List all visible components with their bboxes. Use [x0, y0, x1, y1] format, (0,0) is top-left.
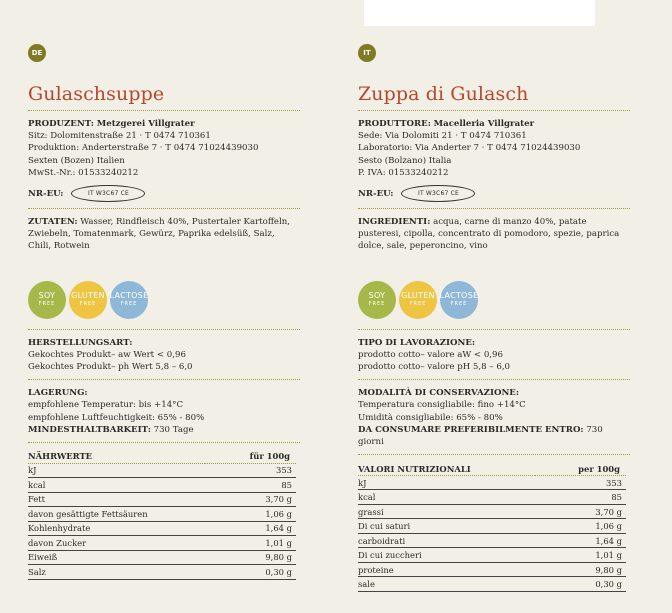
icon-word: LACTOSE: [439, 290, 479, 300]
address-line: MwSt.-Nr.: 01533240212: [28, 167, 139, 178]
nutrient-value: 1,06 g: [205, 507, 296, 522]
processing-label: HERSTELLUNGSART:: [28, 337, 133, 348]
address-line: Sexten (Bozen) Italien: [28, 155, 125, 166]
nutrient-value: 0,30 g: [535, 577, 626, 592]
processing-de: [28, 337, 300, 374]
processing-line: Gekochtes Produkt– aw Wert < 0,96: [28, 349, 186, 360]
nutrient-name: davon Zucker: [28, 536, 205, 551]
storage-de: [28, 387, 300, 436]
label-column-de: [28, 44, 300, 580]
producer-line: [358, 118, 630, 130]
address-line: Sitz: Dolomitenstraße 21 · T 0474 710361: [28, 131, 211, 142]
ingredients-it: [358, 216, 630, 253]
nutrient-name: Kohlenhydrate: [28, 521, 205, 536]
producer-line: [28, 118, 300, 130]
divider: [358, 379, 630, 380]
address-line: Produktion: Anderterstraße 7 · T 0474 71024439030: [28, 143, 259, 154]
divider: [28, 329, 300, 330]
icon-word: SOY: [368, 290, 386, 300]
ingredients-text: acqua, carne di manzo 40%, patate pusteresi, cipolla, concentrato di pomodoro, spezie, paprica dolce, sale, peperoncino, vino: [358, 217, 620, 252]
table-row: [358, 490, 626, 505]
nutrient-value: 85: [535, 490, 626, 505]
table-row: [28, 463, 296, 478]
ingredients-label: ZUTATEN:: [28, 217, 78, 228]
divider: [28, 379, 300, 380]
table-row: [28, 521, 296, 536]
storage-line: Temperatura consigliabile: fino +14°C: [358, 400, 526, 411]
allergen-icons-de: [28, 281, 300, 321]
divider: [28, 208, 300, 209]
divider: [358, 208, 630, 209]
nutrient-name: kcal: [358, 490, 535, 505]
nutrient-value: 1,06 g: [535, 519, 626, 534]
table-row: [28, 565, 296, 580]
processing-line: prodotto cotto– valore aW < 0,96: [358, 349, 503, 360]
icon-sub: FREE: [450, 300, 468, 307]
divider: [28, 110, 300, 111]
nutrient-value: 1,01 g: [205, 536, 296, 551]
nutrient-value: 1,64 g: [205, 521, 296, 536]
divider: [358, 110, 630, 111]
nutrient-name: Eiweiß: [28, 550, 205, 565]
table-row: [28, 478, 296, 493]
nutrient-name: grassi: [358, 504, 535, 519]
address-line: Laboratorio: Via Anderter 7 · T 0474 71024439030: [358, 143, 581, 154]
soy-free-icon: [358, 281, 396, 319]
icon-sub: FREE: [368, 300, 386, 307]
nutrient-value: 9,80 g: [205, 550, 296, 565]
table-row: [358, 548, 626, 563]
nutrient-value: 3,70 g: [205, 492, 296, 507]
nutrition-header-name: VALORI NUTRIZIONALI: [358, 462, 535, 475]
nutrition-header: [358, 462, 626, 475]
nutrition-header-name: NÄHRWERTE: [28, 450, 205, 463]
nutrient-value: 1,01 g: [535, 548, 626, 563]
soy-free-icon: [28, 281, 66, 319]
product-title-it: Zuppa di Gulasch: [358, 83, 529, 105]
table-row: [358, 504, 626, 519]
storage-it: [358, 387, 630, 448]
producer-label: PRODUTTORE:: [358, 119, 431, 129]
icon-sub: FREE: [120, 300, 138, 307]
table-row: [28, 536, 296, 551]
address-line: Sede: Via Dolomiti 21 · T 0474 710361: [358, 131, 527, 142]
table-row: [28, 492, 296, 507]
lactose-free-icon: [110, 281, 148, 319]
best-before-value: 730 giorni: [358, 424, 603, 448]
producer-block-it: [358, 118, 630, 179]
blank-white-box: [364, 0, 595, 26]
producer-name: Metzgerei Villgrater: [96, 119, 195, 129]
table-row: [358, 577, 626, 592]
gluten-free-icon: [69, 281, 107, 319]
storage-line: empfohlene Temperatur: bis +14°C: [28, 400, 184, 411]
nutrient-name: kJ: [358, 475, 535, 490]
nreu-row-de: [28, 185, 300, 202]
nutrition-table-it: [358, 462, 626, 592]
nutrient-name: Fett: [28, 492, 205, 507]
icon-word: LACTOSE: [109, 290, 149, 300]
nutrition-header-unit: per 100g: [535, 462, 626, 475]
nutrient-name: Salz: [28, 565, 205, 580]
address-line: P. IVA: 01533240212: [358, 167, 449, 178]
nutrient-value: 1,64 g: [535, 533, 626, 548]
icon-word: SOY: [38, 290, 56, 300]
ingredients-de: [28, 216, 300, 253]
nutrient-name: sale: [358, 577, 535, 592]
table-row: [358, 562, 626, 577]
language-badge-de: DE: [28, 44, 46, 62]
icon-word: GLUTEN: [401, 290, 435, 300]
producer-name: Macelleria Villgrater: [433, 119, 535, 129]
table-row: [358, 533, 626, 548]
divider: [358, 329, 630, 330]
storage-label: MODALITÀ DI CONSERVAZIONE:: [358, 388, 520, 399]
nutrient-value: 0,30 g: [205, 565, 296, 580]
icon-sub: FREE: [409, 300, 427, 307]
best-before-line: [28, 424, 300, 436]
label-column-it: [358, 44, 630, 592]
divider: [358, 454, 630, 455]
best-before-line: [358, 424, 630, 448]
best-before-value: 730 Tage: [153, 424, 194, 435]
producer-label: PRODUZENT:: [28, 119, 94, 129]
table-row: [358, 475, 626, 490]
ingredients-text: Wasser, Rindfleisch 40%, Pustertaler Kartoffeln, Zwiebeln, Tomatenmark, Gewürz, Paprika edelsüß, Salz, Chili, Rotwein: [28, 217, 291, 252]
nutrient-name: carboidrati: [358, 533, 535, 548]
nutrient-value: 85: [205, 478, 296, 493]
nreu-label: NR-EU:: [28, 188, 64, 199]
language-badge-it: IT: [358, 44, 376, 62]
nutrient-value: 9,80 g: [535, 562, 626, 577]
storage-line: Umidità consigliabile: 65% - 80%: [358, 412, 503, 423]
nutrient-name: proteine: [358, 562, 535, 577]
nutrient-name: Di cui zuccheri: [358, 548, 535, 563]
ingredients-label: INGREDIENTI:: [358, 217, 431, 228]
divider: [28, 442, 300, 443]
nreu-stamp: IT W3C67 CE: [401, 185, 475, 202]
storage-label: LAGERUNG:: [28, 388, 88, 399]
nutrient-value: 353: [205, 463, 296, 478]
nutrient-value: 353: [535, 475, 626, 490]
nutrient-name: Di cui saturi: [358, 519, 535, 534]
icon-sub: FREE: [38, 300, 56, 307]
table-row: [28, 507, 296, 522]
nutrient-name: kcal: [28, 478, 205, 493]
lactose-free-icon: [440, 281, 478, 319]
icon-word: GLUTEN: [71, 290, 105, 300]
product-title-de: Gulaschsuppe: [28, 83, 165, 105]
storage-line: empfohlene Luftfeuchtigkeit: 65% - 80%: [28, 412, 205, 423]
nreu-row-it: [358, 185, 630, 202]
nutrient-name: davon gesättigte Fettsäuren: [28, 507, 205, 522]
processing-line: prodotto cotto– valore pH 5,8 – 6,0: [358, 362, 511, 373]
nutrition-header: [28, 450, 296, 463]
nutrient-value: 3,70 g: [535, 504, 626, 519]
nutrient-name: kJ: [28, 463, 205, 478]
best-before-label: DA CONSUMARE PREFERIBILMENTE ENTRO:: [358, 424, 584, 435]
best-before-label: MINDESTHALTBARKEIT:: [28, 424, 151, 435]
processing-line: Gekochtes Produkt– ph Wert 5,8 – 6,0: [28, 362, 193, 373]
allergen-icons-it: [358, 281, 630, 321]
address-line: Sesto (Bolzano) Italia: [358, 155, 452, 166]
table-row: [358, 519, 626, 534]
table-row: [28, 550, 296, 565]
processing-label: TIPO DI LAVORAZIONE:: [358, 337, 476, 348]
producer-block-de: [28, 118, 300, 179]
nutrition-table-de: [28, 450, 296, 580]
processing-it: [358, 337, 630, 374]
nutrition-header-unit: für 100g: [205, 450, 296, 463]
nreu-label: NR-EU:: [358, 188, 394, 199]
icon-sub: FREE: [79, 300, 97, 307]
nreu-stamp: IT W3C67 CE: [71, 185, 145, 202]
gluten-free-icon: [399, 281, 437, 319]
